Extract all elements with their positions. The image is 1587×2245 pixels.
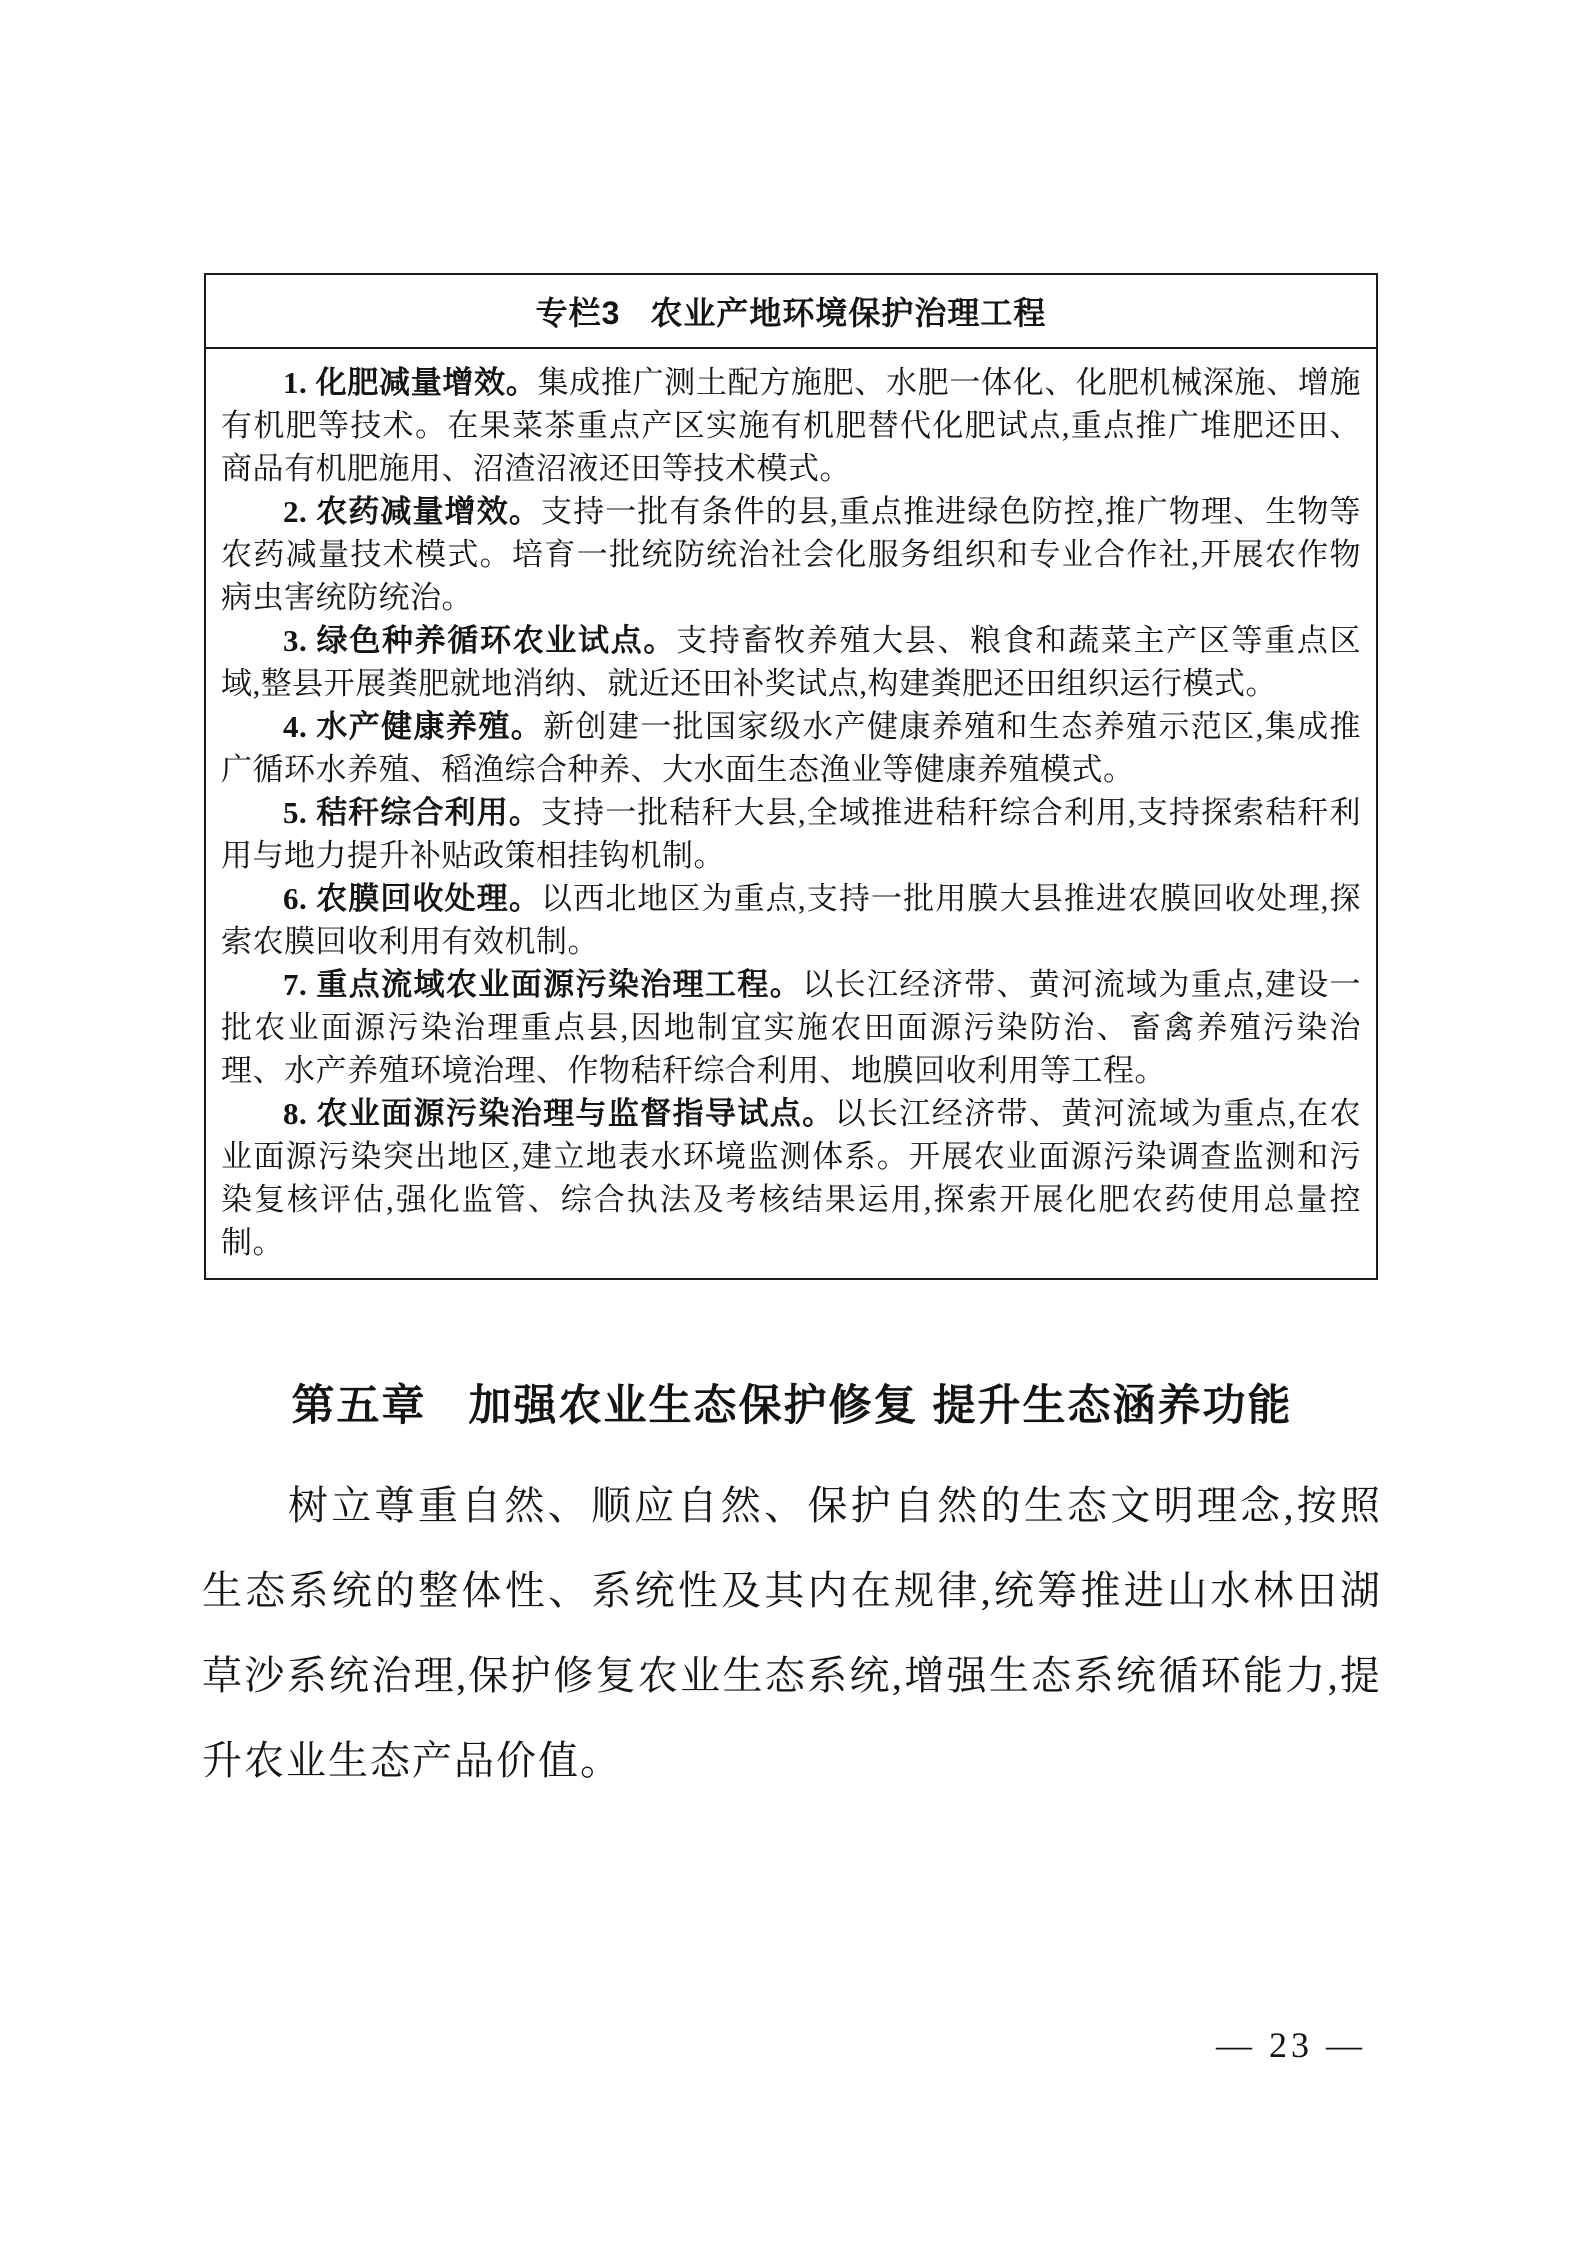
- box-item: [221, 490, 1361, 619]
- box-item-lead: 1. 化肥减量增效。: [283, 365, 538, 400]
- box-item: [221, 1092, 1361, 1264]
- chapter-heading: [202, 1372, 1382, 1433]
- highlight-box-body: [206, 349, 1376, 1278]
- box-item-text: 以长江经济带、黄河流域为重点,建设一批农业面源污染治理重点县,因地制宜实施农田面源污染防治、畜禽养殖污染治理、水产养殖环境治理、作物秸秆综合利用、地膜回收利用等工程。: [221, 967, 1362, 1088]
- highlight-box-title-text: 农业产地环境保护治理工程: [650, 295, 1047, 331]
- box-item-text: 以西北地区为重点,支持一批用膜大县推进农膜回收处理,探索农膜回收利用有效机制。: [221, 881, 1362, 959]
- highlight-box-title-label: 专栏3: [535, 295, 621, 331]
- box-item-text: 以长江经济带、黄河流域为重点,在农业面源污染突出地区,建立地表水环境监测体系。开展农业面源污染调查监测和污染复核评估,强化监管、综合执法及考核结果运用,探索开展化肥农药使用总量控制。: [221, 1096, 1362, 1260]
- box-item-text: 支持一批有条件的县,重点推进绿色防控,推广物理、生物等农药减量技术模式。培育一批统防统治社会化服务组织和专业合作社,开展农作物病虫害统防统治。: [221, 494, 1362, 615]
- box-item: [221, 361, 1361, 490]
- box-item-lead: 3. 绿色种养循环农业试点。: [283, 623, 677, 658]
- box-item-text: 支持一批秸秆大县,全域推进秸秆综合利用,支持探索秸秆利用与地力提升补贴政策相挂钩机制。: [221, 795, 1362, 873]
- box-item-lead: 2. 农药减量增效。: [283, 494, 541, 529]
- page-number: — 23 —: [1216, 2025, 1366, 2065]
- box-item-lead: 5. 秸秆综合利用。: [283, 795, 541, 830]
- highlight-box: [204, 273, 1378, 1280]
- box-item-text: 支持畜牧养殖大县、粮食和蔬菜主产区等重点区域,整县开展粪肥就地消纳、就近还田补奖试点,构建粪肥还田组织运行模式。: [221, 623, 1361, 701]
- box-item: [221, 619, 1361, 705]
- box-item-text: 集成推广测土配方施肥、水肥一体化、化肥机械深施、增施有机肥等技术。在果菜茶重点产区实施有机肥替代化肥试点,重点推广堆肥还田、商品有机肥施用、沼渣沼液还田等技术模式。: [221, 365, 1362, 486]
- box-item-lead: 8. 农业面源污染治理与监督指导试点。: [283, 1096, 835, 1131]
- chapter-title: 加强农业生态保护修复 提升生态涵养功能: [468, 1382, 1293, 1430]
- box-item: [221, 877, 1361, 963]
- box-item-lead: 4. 水产健康养殖。: [283, 709, 544, 744]
- box-item-lead: 6. 农膜回收处理。: [283, 881, 541, 916]
- box-item: [221, 705, 1361, 791]
- box-item-lead: 7. 重点流域农业面源污染治理工程。: [283, 967, 803, 1002]
- box-item: [221, 791, 1361, 877]
- chapter-number: 第五章: [291, 1382, 427, 1430]
- box-item-text: 新创建一批国家级水产健康养殖和生态养殖示范区,集成推广循环水养殖、稻渔综合种养、大水面生态渔业等健康养殖模式。: [221, 709, 1362, 787]
- body-paragraph: 树立尊重自然、顺应自然、保护自然的生态文明理念,按照生态系统的整体性、系统性及其内在规律,统筹推进山水林田湖草沙系统治理,保护修复农业生态系统,增强生态系统循环能力,提升农业生态产品价值。: [202, 1483, 1382, 1783]
- box-item: [221, 963, 1361, 1092]
- highlight-box-title: [206, 275, 1376, 349]
